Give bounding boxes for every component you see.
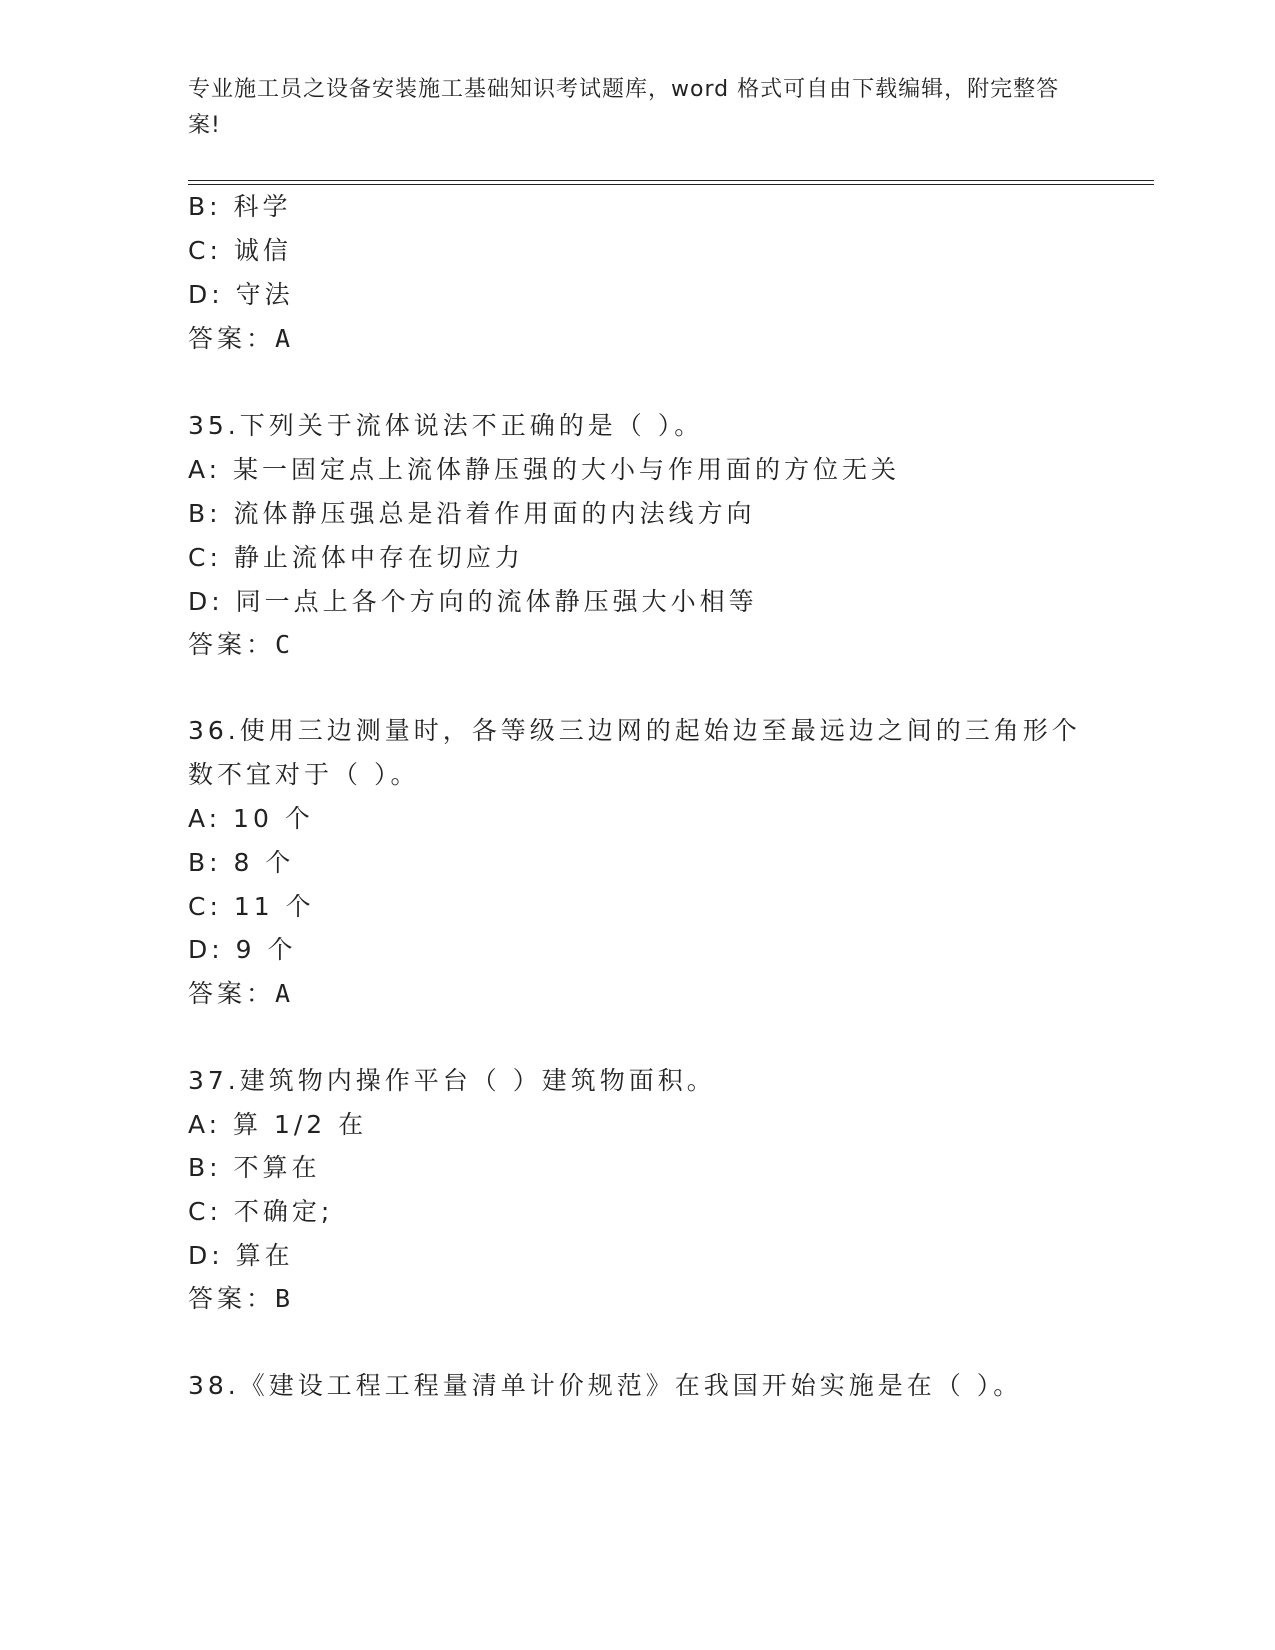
document-header [188,72,1068,144]
option-line: C: 11 个 [188,892,315,921]
option-line: B: 流体静压强总是沿着作用面的内法线方向 [188,499,756,528]
option-line: D: 同一点上各个方向的流体静压强大小相等 [188,587,758,616]
answer-value: B [275,1284,291,1313]
question-line: 37.建筑物内操作平台（ ）建筑物面积。 [188,1066,716,1095]
header-divider-secondary [188,184,1154,185]
option-line: B: 不算在 [188,1153,321,1182]
answer-value: C [275,630,291,659]
answer-line [188,979,290,1009]
option-line: A: 某一固定点上流体静压强的大小与作用面的方位无关 [188,455,901,484]
question-line: 35.下列关于流体说法不正确的是（ ）。 [188,411,704,440]
answer-value: A [275,979,291,1008]
option-line: B: 8 个 [188,848,295,877]
option-line: D: 守法 [188,280,294,309]
option-line: D: 9 个 [188,935,297,964]
answer-value: A [275,324,291,353]
question-line: 36.使用三边测量时，各等级三边网的起始边至最远边之间的三角形个 [188,716,1081,745]
header-divider [188,180,1154,181]
answer-label: 答案： [188,1284,276,1313]
option-line: A: 算 1/2 在 [188,1110,368,1139]
option-line: C: 静止流体中存在切应力 [188,543,524,572]
option-line: A: 10 个 [188,804,314,833]
option-line: B: 科学 [188,192,292,221]
option-line: D: 算在 [188,1241,294,1270]
header-title: 专业施工员之设备安装施工基础知识考试题库，word 格式可自由下载编辑，附完整答案! [188,77,1060,138]
answer-label: 答案： [188,630,276,659]
answer-line [188,324,290,354]
option-line: C: 不确定; [188,1197,334,1226]
answer-label: 答案： [188,324,276,353]
answer-line [188,630,290,660]
question-line: 数不宜对于（ ）。 [188,760,420,789]
question-line: 38.《建设工程工程量清单计价规范》在我国开始实施是在（ ）。 [188,1371,1023,1400]
answer-line [188,1284,290,1314]
answer-label: 答案： [188,979,276,1008]
option-line: C: 诚信 [188,236,292,265]
